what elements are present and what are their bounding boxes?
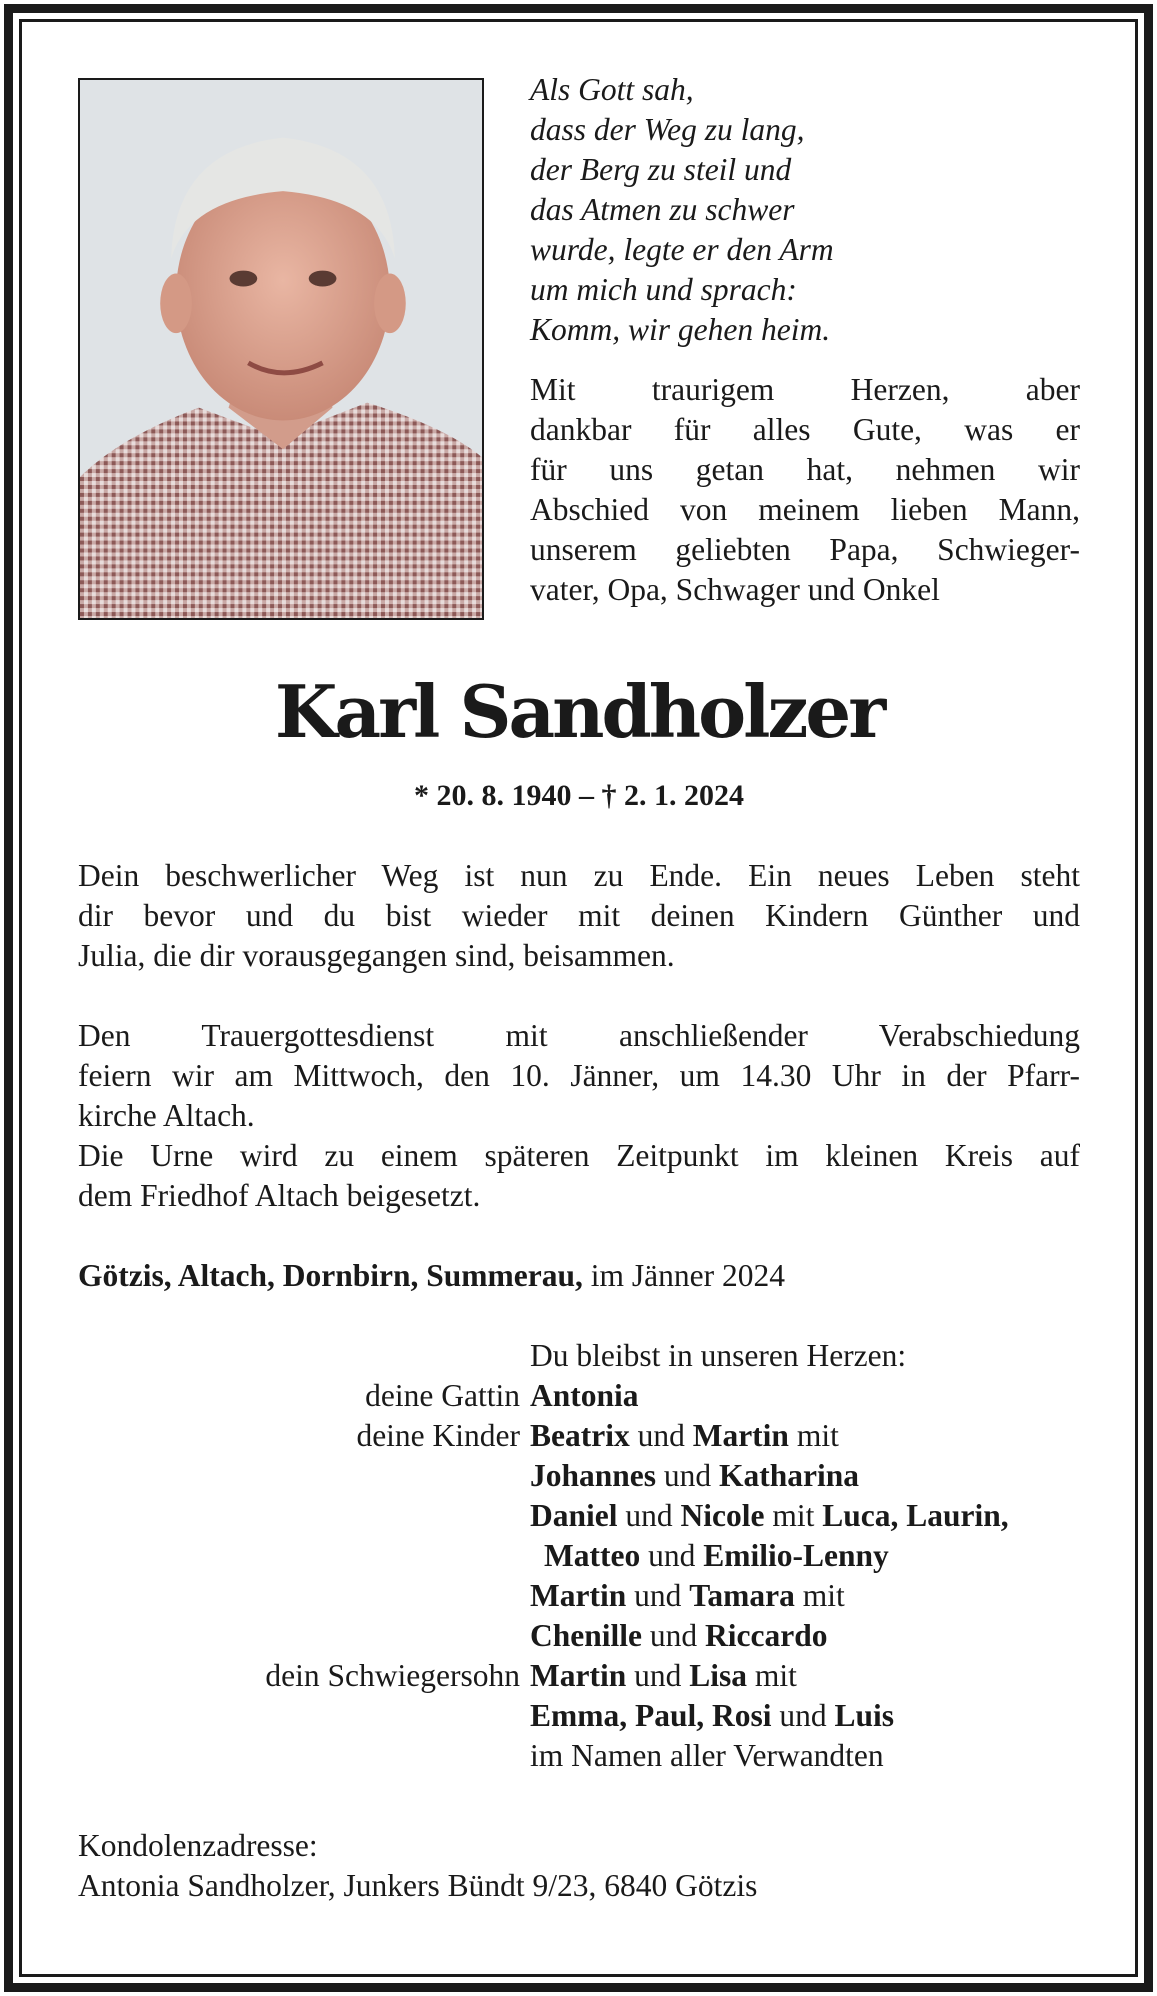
conjunction: und — [626, 1658, 690, 1693]
survivor-name: Luis — [834, 1698, 895, 1733]
closing-row — [78, 1736, 1080, 1776]
poem-line: Komm, wir gehen heim. — [530, 312, 831, 347]
intro-line: Mit traurigem Herzen, aber — [530, 372, 1080, 407]
intro-line: Abschied von meinem lieben Mann, — [530, 492, 1080, 527]
deceased-name: Karl Sandholzer — [274, 669, 884, 754]
survivors-heading-row — [78, 1336, 1080, 1376]
paragraph-line: kirche Altach. — [78, 1098, 255, 1133]
survivor-name: Tamara — [689, 1578, 795, 1613]
conjunction: und — [656, 1458, 720, 1493]
paragraph-line: Den Trauergottesdienst mit anschließender Verabschiedung — [78, 1018, 1080, 1053]
conjunction: und — [617, 1498, 681, 1533]
conjunction: mit — [788, 1418, 839, 1453]
survivor-row — [78, 1696, 1080, 1736]
survivor-name: Katharina — [719, 1458, 860, 1493]
survivor-row-wife — [78, 1376, 1080, 1416]
condolence-label: Kondolenzadresse: — [78, 1828, 318, 1863]
places: Götzis, Altach, Dornbirn, Summerau, — [78, 1258, 583, 1293]
survivor-row-son-in-law — [78, 1656, 1080, 1696]
conjunction: und — [642, 1618, 706, 1653]
paragraph-line: dem Friedhof Altach beigesetzt. — [78, 1178, 481, 1213]
conjunction: und — [771, 1698, 835, 1733]
relation-label: deine Gattin — [365, 1378, 520, 1413]
survivor-name: Emilio-Lenny — [703, 1538, 889, 1573]
survivor-row-children — [78, 1416, 1080, 1456]
survivor-row — [78, 1496, 1080, 1536]
conjunction: und — [640, 1538, 704, 1573]
poem — [530, 70, 1080, 350]
survivors-list — [78, 1336, 1080, 1776]
survivor-name: Matteo — [544, 1538, 641, 1573]
portrait-photo — [78, 78, 484, 620]
survivor-name: Martin — [692, 1418, 789, 1453]
life-dates: * 20. 8. 1940 – † 2. 1. 2024 — [414, 779, 744, 812]
survivor-name: Lisa — [689, 1658, 748, 1693]
survivor-name: Antonia — [530, 1378, 639, 1413]
survivor-name: Luca, Laurin, — [822, 1498, 1009, 1533]
survivor-name: Chenille — [530, 1618, 643, 1653]
paragraph-line: Julia, die dir vorausgegangen sind, beisammen. — [78, 938, 675, 973]
paragraph-line: feiern wir am Mittwoch, den 10. Jänner, um 14.30 Uhr in der Pfarr- — [78, 1058, 1080, 1093]
conjunction: mit — [747, 1658, 797, 1693]
survivor-row — [78, 1576, 1080, 1616]
relation-label: deine Kinder — [356, 1418, 520, 1453]
survivor-row — [78, 1536, 1080, 1576]
conjunction: mit — [764, 1498, 823, 1533]
issue-date: im Jänner 2024 — [582, 1258, 785, 1293]
survivors-heading: Du bleibst in unseren Herzen: — [530, 1338, 907, 1373]
intro-line: unserem geliebten Papa, Schwieger- — [530, 532, 1080, 567]
condolence-address — [78, 1826, 1080, 1906]
poem-line: um mich und sprach: — [530, 272, 797, 307]
condolence-text: Antonia Sandholzer, Junkers Bündt 9/23, 6840 Götzis — [78, 1868, 758, 1903]
survivor-name: Martin — [530, 1658, 627, 1693]
survivor-row — [78, 1456, 1080, 1496]
survivor-name: Beatrix — [530, 1418, 630, 1453]
poem-line: der Berg zu steil und — [530, 152, 792, 187]
paragraph-line: Die Urne wird zu einem späteren Zeitpunkt im kleinen Kreis auf — [78, 1138, 1080, 1173]
survivor-name: Nicole — [680, 1498, 765, 1533]
relation-label: dein Schwiegersohn — [265, 1658, 520, 1693]
survivor-name: Emma, Paul, Rosi — [530, 1698, 772, 1733]
farewell-paragraph — [78, 856, 1080, 976]
intro-line: vater, Opa, Schwager und Onkel — [530, 572, 940, 607]
conjunction: und — [629, 1418, 693, 1453]
poem-line: wurde, legte er den Arm — [530, 232, 834, 267]
survivor-name: Daniel — [530, 1498, 618, 1533]
conjunction: mit — [794, 1578, 845, 1613]
conjunction: und — [626, 1578, 690, 1613]
service-paragraph — [78, 1016, 1080, 1216]
place-date-line — [78, 1256, 1080, 1296]
poem-line: dass der Weg zu lang, — [530, 112, 805, 147]
paragraph-line: Dein beschwerlicher Weg ist nun zu Ende. Ein neues Leben steht — [78, 858, 1080, 893]
poem-line: Als Gott sah, — [530, 72, 694, 107]
survivor-name: Martin — [530, 1578, 627, 1613]
paragraph-line: dir bevor und du bist wieder mit deinen Kindern Günther und — [78, 898, 1080, 933]
survivor-name: Riccardo — [705, 1618, 828, 1653]
poem-line: das Atmen zu schwer — [530, 192, 795, 227]
right-column — [530, 70, 1080, 610]
closing-line: im Namen aller Verwandten — [530, 1738, 884, 1773]
survivor-name: Johannes — [530, 1458, 657, 1493]
intro-line: dankbar für alles Gute, was er — [530, 412, 1080, 447]
survivor-row — [78, 1616, 1080, 1656]
intro-text — [530, 370, 1080, 610]
intro-line: für uns getan hat, nehmen wir — [530, 452, 1080, 487]
